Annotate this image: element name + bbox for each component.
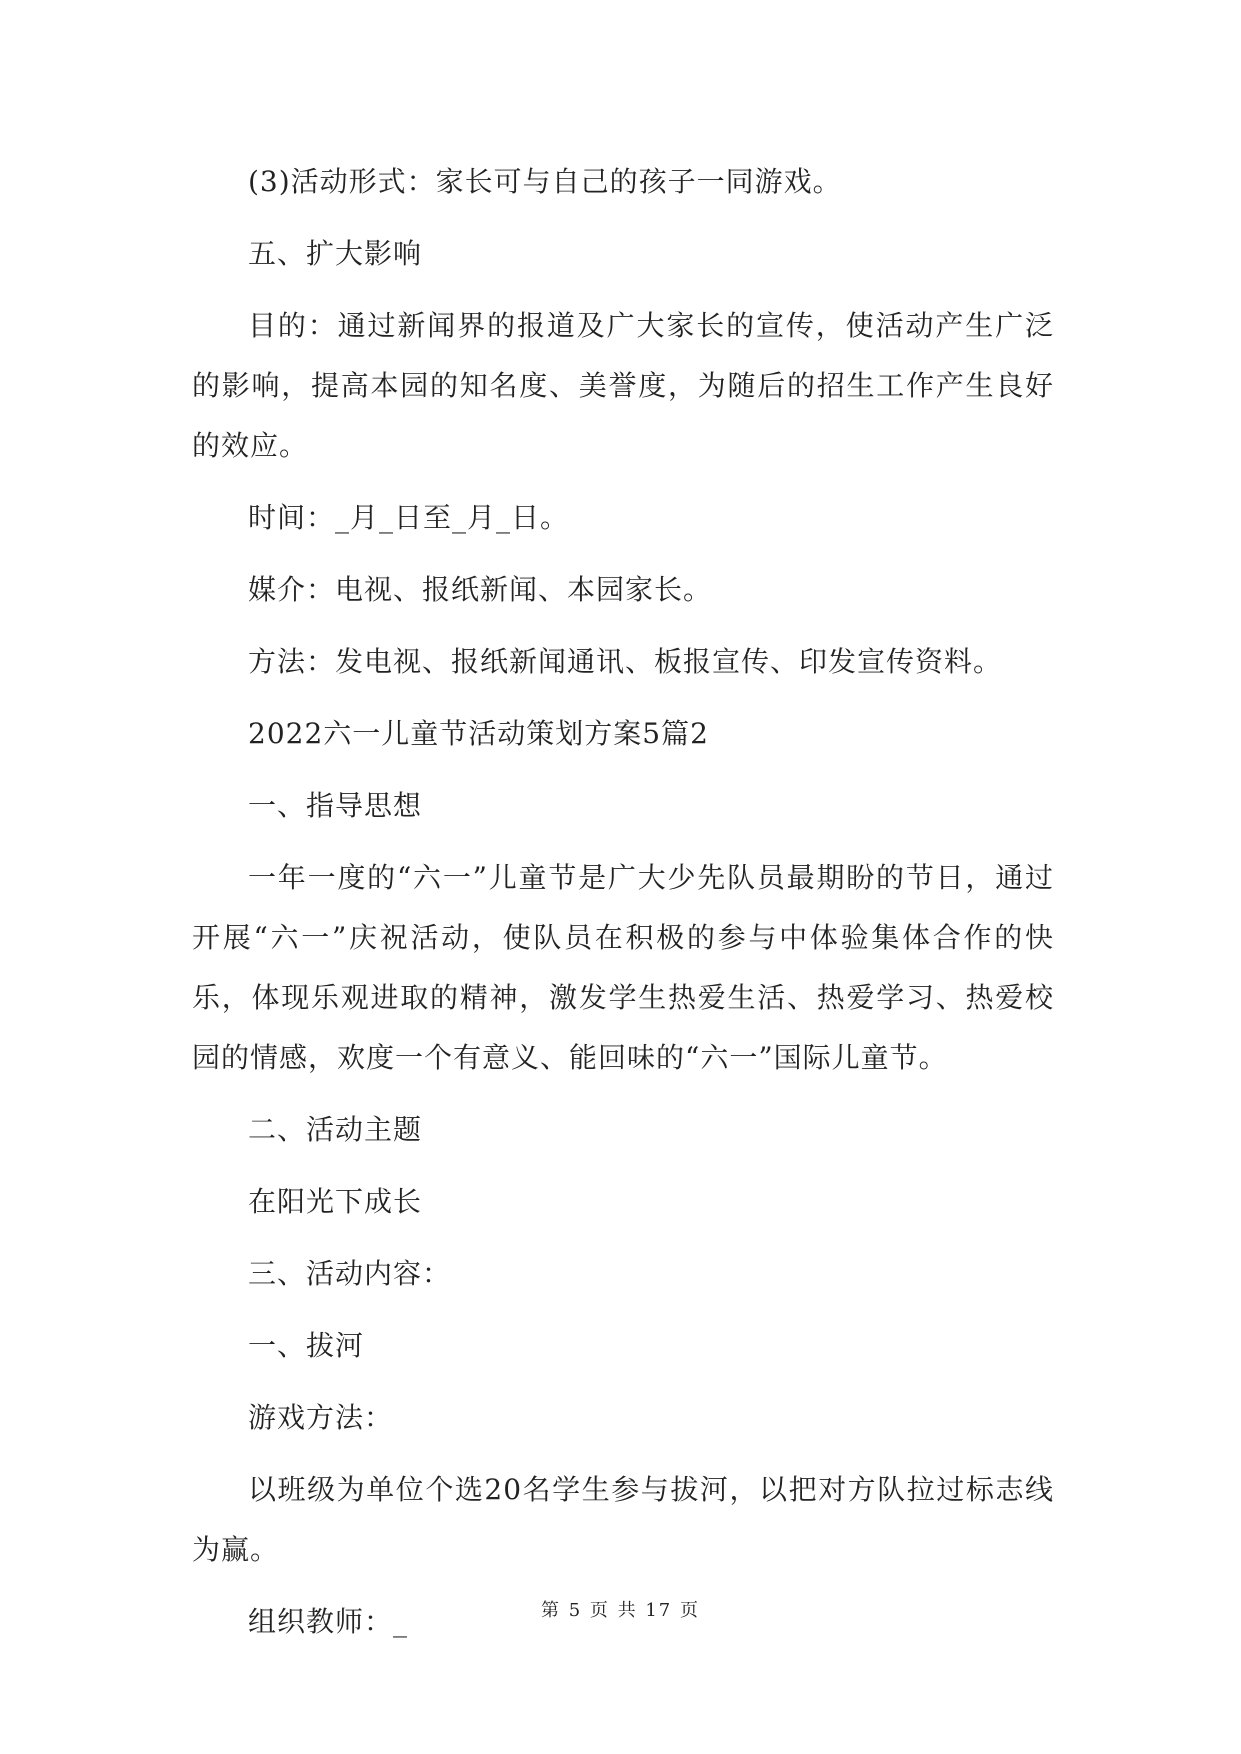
paragraph-game-method-label: 游戏方法： [248,1401,394,1434]
section-heading-activity-content: 三、活动内容： [248,1257,452,1290]
paragraph-media: 媒介：电视、报纸新闻、本园家长。 [248,573,713,606]
paragraph-guiding-thought: 一年一度的“六一”儿童节是广大少先队员最期盼的节日，通过开展“六一”庆祝活动，使队员在积极的参与中体验集体合作的快乐，体现乐观进取的精神，激发学生热爱生活、热爱学习、热爱校园的情感，欢度一个有意义、能回味的“六一”国际儿童节。 [192,861,1054,1074]
page-number-footer: 第 5 页 共 17 页 [541,1600,700,1621]
paragraph-method: 方法：发电视、报纸新闻通讯、板报宣传、印发宣传资料。 [248,645,1003,678]
section-heading-guiding-thought: 一、指导思想 [248,789,423,822]
paragraph-organizer: 组织教师：_ [248,1605,409,1638]
paragraph-game-method: 以班级为单位个选20名学生参与拔河，以把对方队拉过标志线为赢。 [192,1473,1054,1566]
document-section-title: 2022六一儿童节活动策划方案5篇2 [248,717,709,750]
document-body [192,152,1054,1664]
subheading-tug-of-war: 一、拔河 [248,1329,365,1362]
section-heading-expand-influence: 五、扩大影响 [248,237,423,270]
paragraph-activity-form: (3)活动形式：家长可与自己的孩子一同游戏。 [248,165,842,198]
paragraph-purpose: 目的：通过新闻界的报道及广大家长的宣传，使活动产生广泛的影响，提高本园的知名度、美誉度，为随后的招生工作产生良好的效应。 [192,309,1054,462]
paragraph-time: 时间：_月_日至_月_日。 [248,501,570,534]
paragraph-theme: 在阳光下成长 [248,1185,423,1218]
section-heading-activity-theme: 二、活动主题 [248,1113,423,1146]
